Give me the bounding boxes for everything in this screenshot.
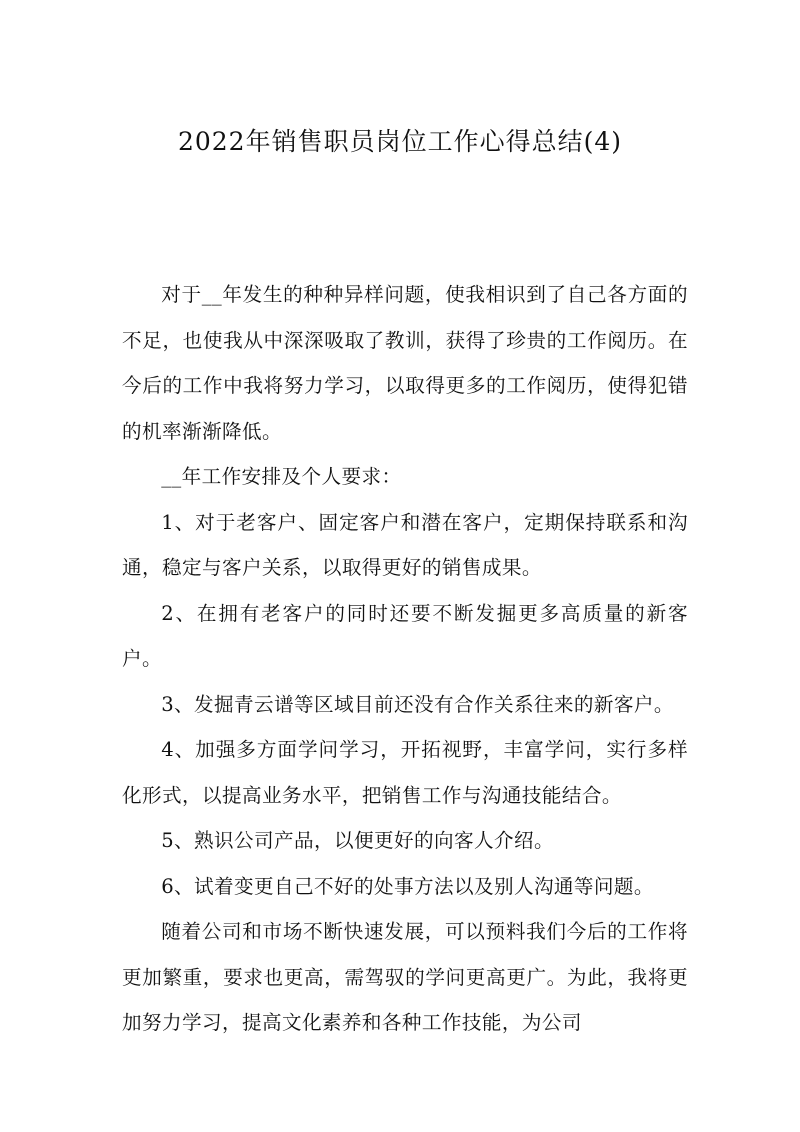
paragraph-item-2: 2、在拥有老客户的同时还要不断发掘更多高质量的新客户。: [122, 601, 688, 670]
paragraph-plan-heading: __年工作安排及个人要求：: [161, 465, 402, 488]
paragraph-item-4: 4、加强多方面学问学习，开拓视野，丰富学问，实行多样化形式，以提高业务水平，把销售工作与沟通技能结合。: [122, 738, 688, 807]
document-body: [122, 272, 688, 1046]
paragraph-item-5: 5、熟识公司产品，以便更好的向客人介绍。: [161, 829, 554, 852]
paragraph-item-1: 1、对于老客户、固定客户和潜在客户，定期保持联系和沟通，稳定与客户关系，以取得更好的销售成果。: [122, 510, 688, 579]
paragraph-intro: 对于__年发生的种种异样问题，使我相识到了自己各方面的不足，也使我从中深深吸取了教训，获得了珍贵的工作阅历。在今后的工作中我将努力学习，以取得更多的工作阅历，使得犯错的机率渐渐降低。: [122, 283, 688, 443]
paragraph-outlook: 随着公司和市场不断快速发展，可以预料我们今后的工作将更加繁重，要求也更高，需驾驭的学问更高更广。为此，我将更加努力学习，提高文化素养和各种工作技能，为公司: [122, 920, 688, 1034]
paragraph-item-3: 3、发掘青云谱等区域目前还没有合作关系往来的新客户。: [161, 692, 674, 716]
paragraph-item-6: 6、试着变更自己不好的处事方法以及别人沟通等问题。: [161, 874, 654, 898]
document-title: 2022年销售职员岗位工作心得总结(4): [177, 127, 623, 156]
